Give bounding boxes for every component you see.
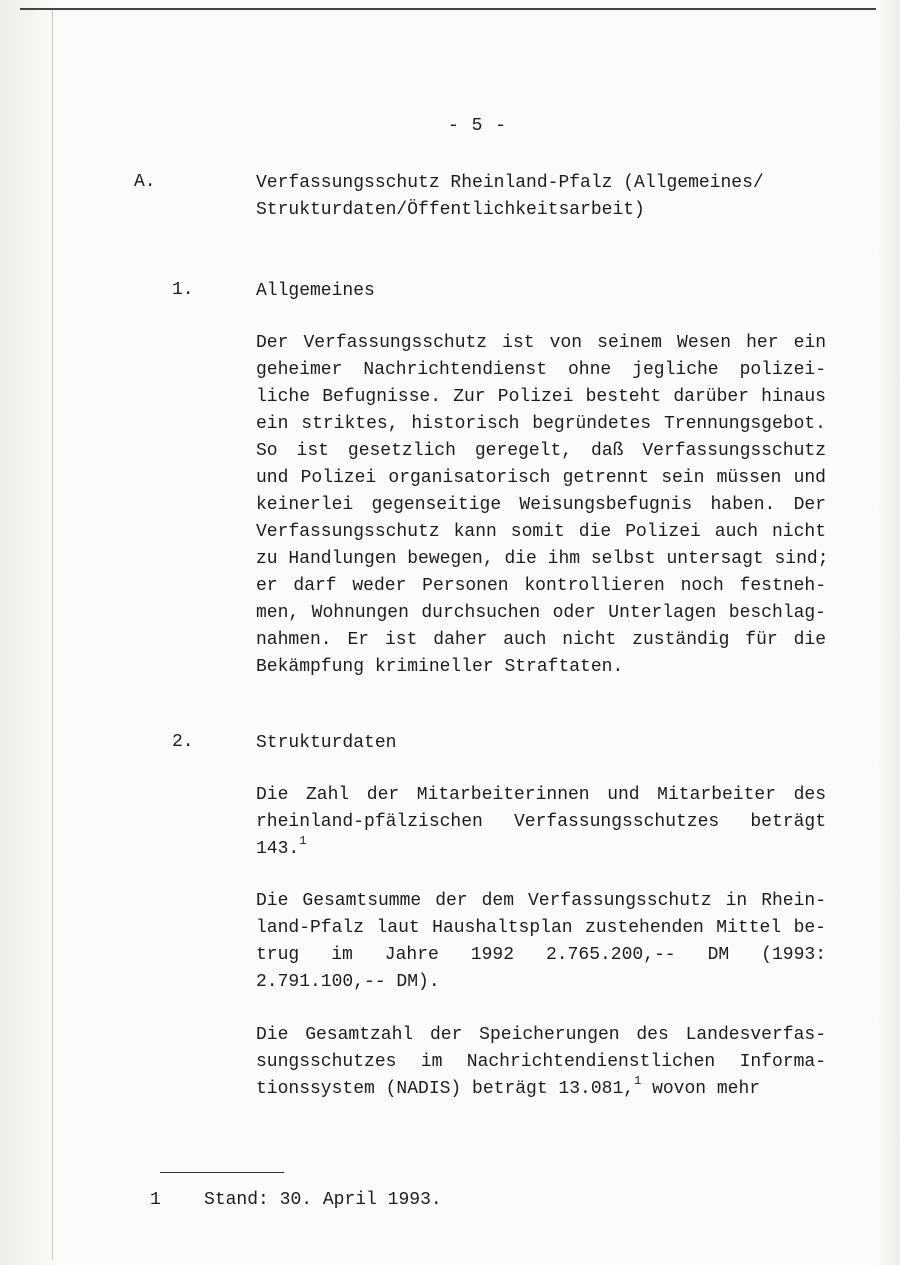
footnote-reference: 1 bbox=[634, 1074, 642, 1088]
text-line: men, Wohnungen durchsuchen oder Unterlagen beschlag- bbox=[256, 603, 826, 623]
section-a-marker: A. bbox=[134, 172, 156, 192]
footnote-reference: 1 bbox=[299, 834, 307, 848]
text-line: ein striktes, historisch begründetes Trennungsgebot. bbox=[256, 414, 826, 434]
section-a-title-line-1: Verfassungsschutz Rheinland-Pfalz (Allgemeines/ bbox=[256, 173, 764, 193]
section-1-marker: 1. bbox=[172, 280, 194, 300]
footnote bbox=[150, 1190, 442, 1210]
staff-count-value: 143. bbox=[256, 839, 300, 859]
text-line: rheinland-pfälzischen Verfassungsschutzes beträgt bbox=[256, 812, 826, 832]
section-2-marker: 2. bbox=[172, 732, 194, 752]
section-1-title-text: Allgemeines bbox=[256, 281, 375, 301]
text-line: trug im Jahre 1992 2.765.200,-- DM (1993: bbox=[256, 945, 826, 965]
footnote-divider bbox=[160, 1172, 284, 1173]
scan-shadow-right bbox=[876, 0, 900, 1265]
section-a-title-line-2: Strukturdaten/Öffentlichkeitsarbeit) bbox=[256, 200, 645, 220]
text-line: zu Handlungen bewegen, die ihm selbst untersagt sind; bbox=[256, 549, 829, 569]
text-line: geheimer Nachrichtendienst ohne jegliche polizei- bbox=[256, 360, 826, 380]
section-2-title bbox=[256, 730, 836, 757]
text-line: nahmen. Er ist daher auch nicht zuständig für die bbox=[256, 630, 826, 650]
section-2-title-text: Strukturdaten bbox=[256, 733, 397, 753]
text-line: Bekämpfung krimineller Straftaten. bbox=[256, 657, 624, 677]
scan-shadow-left bbox=[0, 0, 58, 1265]
section-a-title bbox=[256, 170, 836, 224]
text-line: keinerlei gegenseitige Weisungsbefugnis haben. Der bbox=[256, 495, 826, 515]
text-line: Verfassungsschutz kann somit die Polizei auch nicht bbox=[256, 522, 826, 542]
text-line: und Polizei organisatorisch getrennt sein müssen und bbox=[256, 468, 826, 488]
text-line: sungsschutzes im Nachrichtendienstlichen Informa- bbox=[256, 1052, 826, 1072]
nadis-paragraph bbox=[256, 1022, 826, 1103]
section-1-paragraph bbox=[256, 330, 829, 681]
nadis-text-before: tionssystem (NADIS) beträgt 13.081, bbox=[256, 1079, 635, 1099]
section-1-title bbox=[256, 278, 836, 305]
page-number: - 5 - bbox=[448, 116, 508, 136]
budget-paragraph bbox=[256, 888, 826, 996]
text-line: land-Pfalz laut Haushaltsplan zustehenden Mittel be- bbox=[256, 918, 826, 938]
footnote-number: 1 bbox=[150, 1190, 161, 1210]
text-line bbox=[256, 1076, 826, 1103]
text-line: liche Befugnisse. Zur Polizei besteht darüber hinaus bbox=[256, 387, 826, 407]
nadis-text-after: wovon mehr bbox=[641, 1079, 761, 1099]
text-line bbox=[256, 836, 826, 863]
text-line: Die Gesamtsumme der dem Verfassungsschutz in Rhein- bbox=[256, 891, 826, 911]
scan-top-edge bbox=[20, 8, 880, 10]
text-line: er darf weder Personen kontrollieren noch festneh- bbox=[256, 576, 826, 596]
text-line: Der Verfassungsschutz ist von seinem Wesen her ein bbox=[256, 333, 826, 353]
text-line: Die Gesamtzahl der Speicherungen des Landesverfas- bbox=[256, 1025, 826, 1045]
staff-count-paragraph bbox=[256, 782, 826, 863]
footnote-text: Stand: 30. April 1993. bbox=[204, 1190, 442, 1210]
text-line: 2.791.100,-- DM). bbox=[256, 972, 440, 992]
text-line: Die Zahl der Mitarbeiterinnen und Mitarbeiter des bbox=[256, 785, 826, 805]
scan-binding-line bbox=[52, 10, 53, 1260]
text-line: So ist gesetzlich geregelt, daß Verfassungsschutz bbox=[256, 441, 826, 461]
